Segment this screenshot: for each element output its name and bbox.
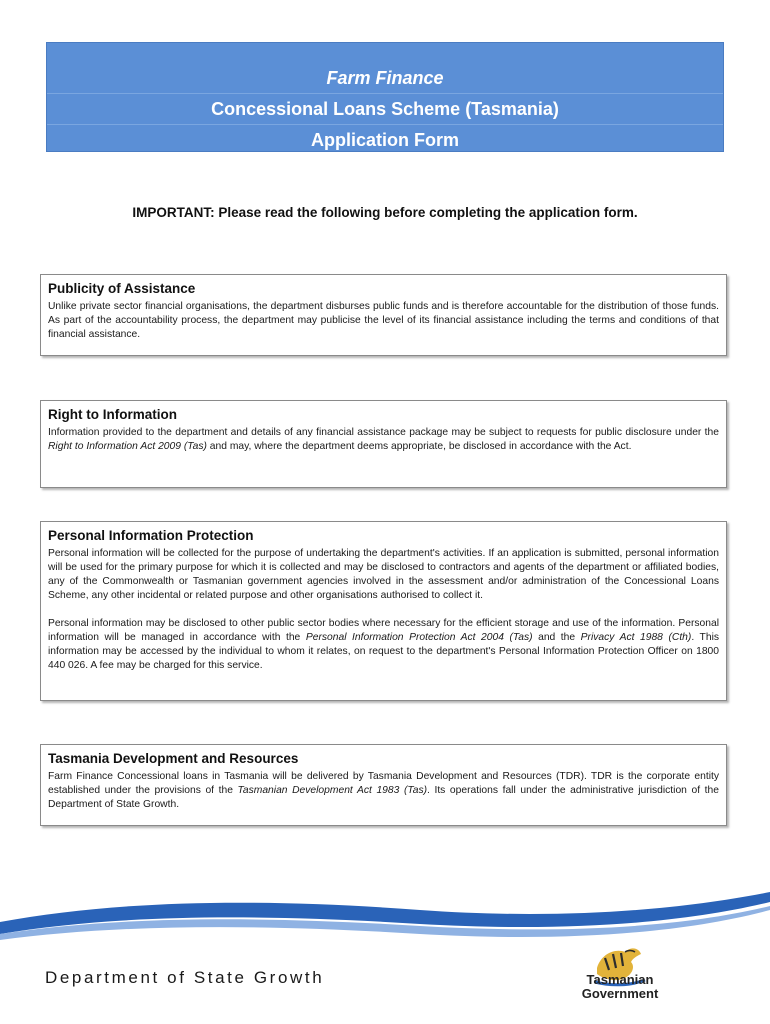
- rti-body-text-a: Information provided to the department and details of any financial assistance package may be subject to requests for public disclosure under the: [48, 427, 719, 438]
- privacy-heading: Personal Information Protection: [48, 528, 254, 543]
- banner-form-title: Application Form: [311, 130, 459, 150]
- privacy-text-c: . This information may be accessed by the individual to whom it relates, on request to the department's Personal Information Protection Officer on 1800 440 026. A fee may be charged for this service.: [48, 632, 720, 671]
- tdr-body-text-a: Farm Finance Concessional loans in Tasmania will be delivered by Tasmania Development and Resources (TDR). TDR is the corporate entity established under the provisions of the: [48, 771, 719, 796]
- privacy-act-name: Privacy Act 1988 (Cth): [580, 632, 692, 643]
- department-name: Department of State Growth: [45, 968, 325, 987]
- tdr-body: [48, 770, 719, 812]
- privacy-paragraph-2: [48, 617, 719, 673]
- gov-line-2: Government: [581, 986, 659, 1001]
- rti-act-name: Right to Information Act 2009 (Tas): [48, 441, 207, 452]
- publicity-section: [40, 274, 727, 356]
- important-notice: IMPORTANT: Please read the following before completing the application form.: [132, 205, 638, 220]
- rti-body: [48, 426, 719, 454]
- banner-program-title: Farm Finance: [47, 63, 723, 94]
- tdr-section: [40, 744, 727, 826]
- rti-heading: Right to Information: [48, 407, 177, 422]
- rti-section: [40, 400, 727, 488]
- title-banner: [46, 42, 724, 152]
- tdr-body-text-b: . Its operations fall under the administrative jurisdiction of the Department of State Growth.: [48, 785, 719, 810]
- pip-act-name: Personal Information Protection Act 2004 (Tas): [305, 632, 533, 643]
- tdr-act-name: Tasmanian Development Act 1983 (Tas): [237, 785, 428, 796]
- banner-scheme-title: Concessional Loans Scheme (Tasmania): [47, 94, 723, 125]
- privacy-section: [40, 521, 727, 701]
- publicity-body: Unlike private sector financial organisations, the department disburses public funds and is therefore accountable for the distribution of those funds. As part of the accountability process, the department may publicise the level of its financial assistance including the terms and conditions of that financial assistance.: [48, 301, 719, 340]
- privacy-text-b: and the: [532, 632, 581, 643]
- publicity-heading: Publicity of Assistance: [48, 281, 196, 296]
- tdr-heading: Tasmania Development and Resources: [48, 751, 299, 766]
- privacy-paragraph-1: Personal information will be collected for the purpose of undertaking the department's activities. If an application is submitted, personal information will be used for the primary purpose for which it is collected and may be disclosed to contractors and agents of the department or affiliated bodies, any of the Commonwealth or Tasmanian government agencies involved in the assessment and/or administration of the Concessional Loans Scheme, any other incidental or related purpose and other organisations authorised to collect it.: [48, 548, 719, 601]
- rti-body-text-b: and may, where the department deems appropriate, be disclosed in accordance with the Act.: [206, 441, 632, 452]
- tasmanian-government-wordmark: [572, 973, 668, 1001]
- privacy-text-a: Personal information may be disclosed to other public sector bodies where necessary for the efficient storage and use of the information. Personal information will be managed in accordance with the: [48, 618, 719, 643]
- gov-line-1: Tasmanian: [586, 972, 654, 987]
